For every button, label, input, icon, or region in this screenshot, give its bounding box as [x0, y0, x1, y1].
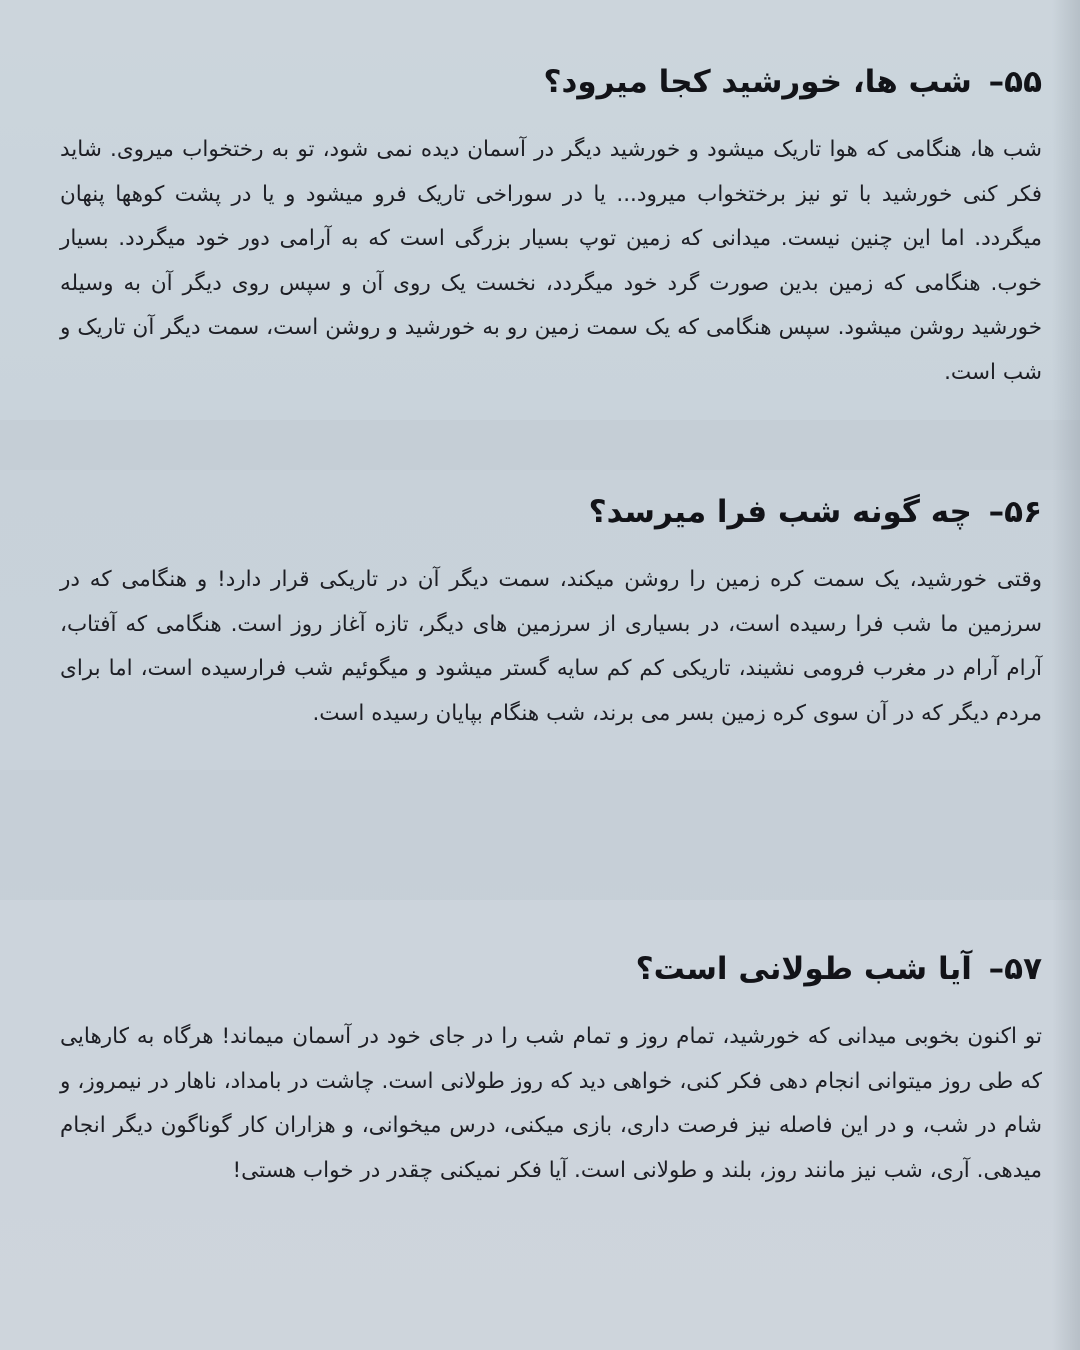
- section-number: ۵۷–: [988, 951, 1042, 987]
- section-body: شب ها، هنگامی که هوا تاریک میشود و خورشید دیگر در آسمان دیده نمی شود، تو به رختخواب میروی. شاید فکر کنی خورشید با تو نیز برختخواب میرود... یا در سوراخی تاریک فرو میشود و یا در پشت کوهها پنهان میگردد. اما این چنین نیست. میدانی که زمین توپ بسیار بزرگی است که به آرامی دور خود میگردد. بسیار خوب. هنگامی که زمین بدین صورت گرد خود میگردد، نخست یک روی آن و سپس روی دیگر آن به وسیله خورشید روشن میشود. سپس هنگامی که یک سمت زمین رو به خورشید و روشن است، سمت دیگر آن تاریک و شب است.: [60, 137, 1042, 385]
- section-body: وقتی خورشید، یک سمت کره زمین را روشن میکند، سمت دیگر آن در تاریکی قرار دارد! و هنگامی که در سرزمین ما شب فرا رسیده است، در بسیاری از سرزمین های دیگر، تازه آغاز روز است. هنگامی که آفتاب، آرام آرام در مغرب فرومی نشیند، تاریکی کم کم سایه گستر میشود و میگوئیم شب فرارسیده است، اما برای مردم دیگر که در آن سوی کره زمین بسر می برند، شب هنگام بپایان رسیده است.: [60, 567, 1042, 726]
- section-title: شب ها، خورشید کجا میرود؟: [543, 64, 972, 100]
- section-heading: [60, 58, 1042, 106]
- section-55: [60, 58, 1042, 395]
- section-heading: [60, 488, 1042, 536]
- section-heading: [60, 945, 1042, 993]
- section-number: ۵۵–: [988, 64, 1042, 100]
- section-number: ۵۶–: [988, 494, 1042, 530]
- section-title: آیا شب طولانی است؟: [635, 951, 972, 987]
- section-title: چه گونه شب فرا میرسد؟: [588, 494, 972, 530]
- section-body: تو اکنون بخوبی میدانی که خورشید، تمام روز و تمام شب را در جای خود در آسمان میماند! هرگاه به کارهایی که طی روز میتوانی انجام دهی فکر کنی، خواهی دید که روز طولانی است. چاشت در بامداد، ناهار در نیمروز، و شام در شب، و در این فاصله نیز فرصت داری، بازی میکنی، درس میخوانی، و هزاران کار گوناگون دیگر انجام میدهی. آری، شب نیز مانند روز، بلند و طولانی است. آیا فکر نمیکنی چقدر در خواب هستی!: [60, 1024, 1042, 1183]
- page-edge-shadow: [1052, 0, 1080, 1350]
- section-57: [60, 945, 1042, 1193]
- section-56: [60, 488, 1042, 736]
